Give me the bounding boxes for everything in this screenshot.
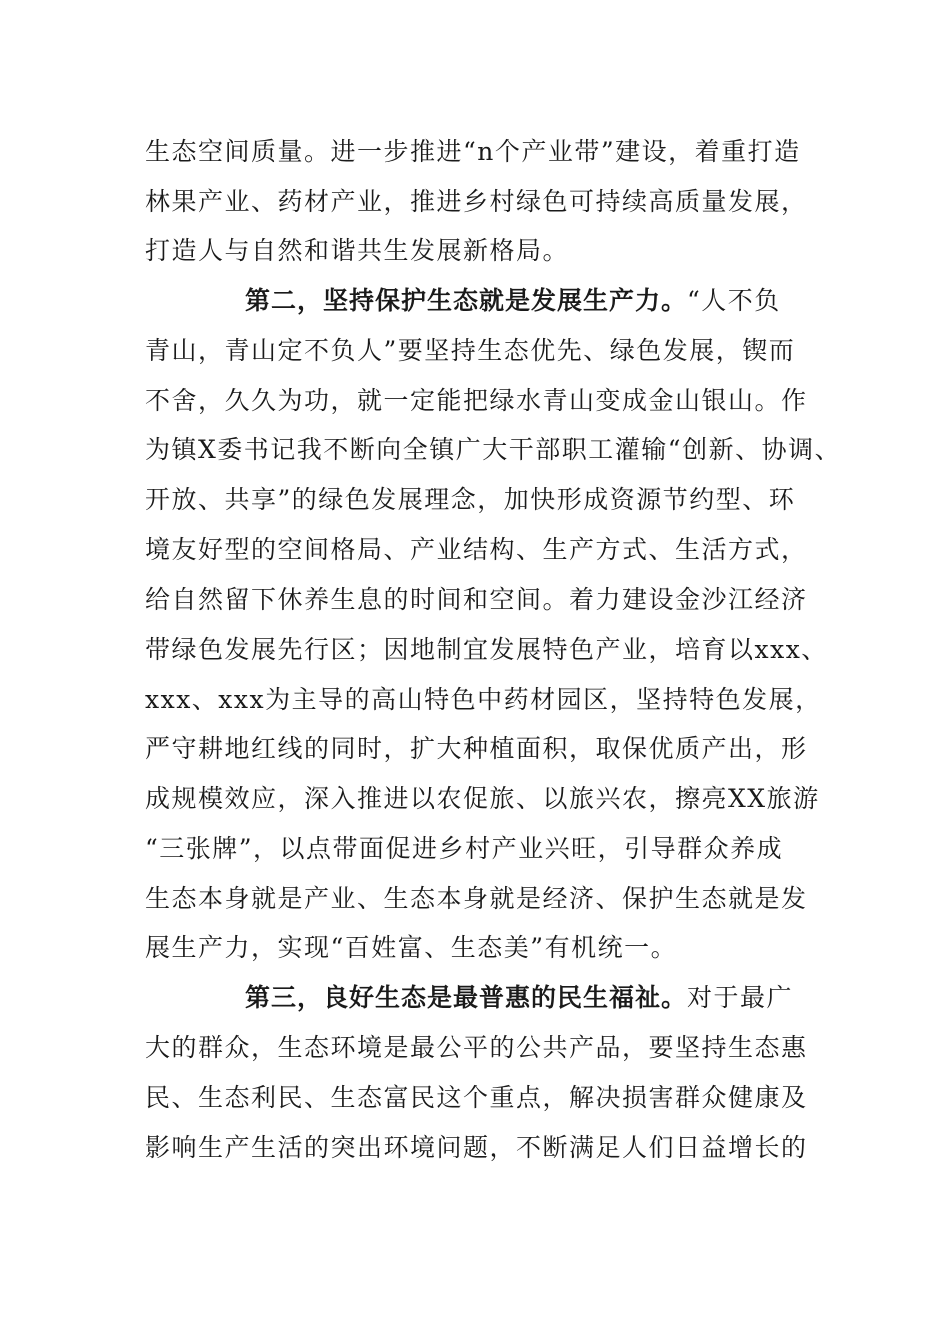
text-line: 开放、共享”的绿色发展理念，加快形成资源节约型、环 bbox=[145, 485, 796, 514]
text-line: 带绿色发展先行区；因地制宜发展特色产业，培育以xxx、 bbox=[145, 635, 828, 664]
text-line: 林果产业、药材产业，推进乡村绿色可持续高质量发展， bbox=[145, 187, 808, 216]
text-line: 民、生态利民、生态富民这个重点，解决损害群众健康及 bbox=[145, 1083, 808, 1112]
text-line: “三张牌”，以点带面促进乡村产业兴旺，引导群众养成 bbox=[145, 834, 784, 863]
text-line: 生态空间质量。进一步推进“n个产业带”建设，着重打造 bbox=[145, 137, 801, 166]
paragraph-first-line bbox=[245, 982, 793, 1014]
text-line: 生态本身就是产业、生态本身就是经济、保护生态就是发 bbox=[145, 884, 808, 913]
text-line: xxx、xxx为主导的高山特色中药材园区，坚持特色发展， bbox=[145, 685, 822, 714]
text-line: 严守耕地红线的同时，扩大种植面积，取保优质产出，形 bbox=[145, 734, 808, 763]
text-line: 为镇X委书记我不断向全镇广大干部职工灌输“创新、协调、 bbox=[145, 435, 842, 464]
text-line: 青山，青山定不负人”要坚持生态优先、绿色发展，锲而 bbox=[145, 336, 796, 365]
text-line: 影响生产生活的突出环境问题，不断满足人们日益增长的 bbox=[145, 1133, 808, 1162]
text-line: 不舍，久久为功，就一定能把绿水青山变成金山银山。作 bbox=[145, 386, 808, 415]
text-line: 打造人与自然和谐共生发展新格局。 bbox=[145, 236, 570, 265]
section-heading: 第二，坚持保护生态就是发展生产力。 bbox=[245, 286, 688, 315]
paragraph-first-line bbox=[245, 285, 781, 317]
text-run: “人不负 bbox=[687, 286, 781, 315]
section-heading: 第三，良好生态是最普惠的民生福祉。 bbox=[245, 983, 688, 1012]
text-line: 给自然留下休养生息的时间和空间。着力建设金沙江经济 bbox=[145, 585, 808, 614]
text-line: 境友好型的空间格局、产业结构、生产方式、生活方式， bbox=[145, 535, 808, 564]
text-run: 对于最广 bbox=[687, 983, 794, 1012]
text-line: 展生产力，实现“百姓富、生态美”有机统一。 bbox=[145, 933, 678, 962]
text-line: 大的群众，生态环境是最公平的公共产品，要坚持生态惠 bbox=[145, 1033, 808, 1062]
text-line: 成规模效应，深入推进以农促旅、以旅兴农，擦亮XX旅游 bbox=[145, 784, 820, 813]
